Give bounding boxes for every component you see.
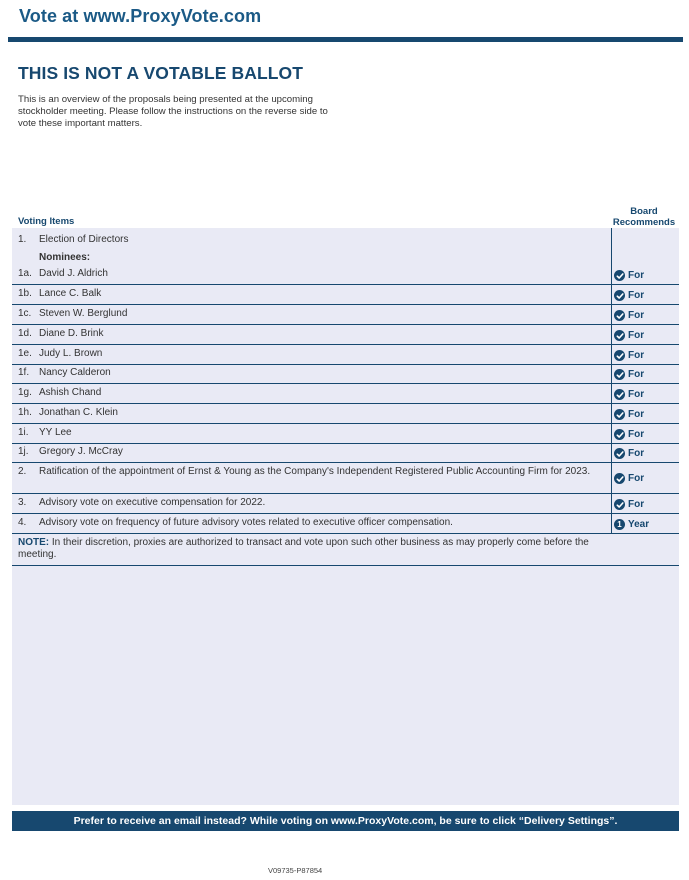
proposal-number: 3.	[18, 497, 27, 508]
board-recommendation	[614, 270, 644, 281]
nominee-number: 1i.	[18, 427, 29, 438]
recommendation-label: For	[628, 290, 645, 301]
recommendation-label: For	[628, 330, 645, 341]
board-recommendation	[614, 519, 649, 530]
item-text: Election of Directors	[39, 234, 129, 245]
nominee-row	[12, 325, 679, 345]
nominee-text: Jonathan C. Klein	[39, 407, 118, 418]
nominee-number: 1c.	[18, 308, 32, 319]
nominee-number: 1a.	[18, 268, 32, 279]
board-recommendation	[614, 310, 644, 321]
checkmark-icon	[614, 270, 625, 281]
recommendation-label: For	[628, 409, 645, 420]
site-title: Vote at www.ProxyVote.com	[19, 6, 262, 26]
board-recommendation	[614, 350, 644, 361]
board-recommendation	[614, 389, 644, 400]
recommendation-label: For	[628, 310, 645, 321]
checkmark-icon	[614, 499, 625, 510]
board-recommendation	[614, 499, 644, 510]
proposal-number: 4.	[18, 517, 27, 528]
nominee-text: Judy L. Brown	[39, 348, 103, 359]
nominee-text: Gregory J. McCray	[39, 446, 123, 457]
nominee-row	[12, 285, 679, 305]
nominee-row	[12, 345, 679, 365]
board-recommendation	[614, 448, 644, 459]
recommendation-label: For	[628, 369, 645, 380]
proposal-number: 2.	[18, 466, 27, 477]
proposal-text: Advisory vote on executive compensation for 2022.	[39, 497, 266, 508]
checkmark-icon	[614, 389, 625, 400]
voting-items-header: Voting Items	[18, 216, 75, 227]
header-rule	[8, 37, 683, 42]
recommendation-label: For	[628, 389, 645, 400]
nominee-text: Steven W. Berglund	[39, 308, 128, 319]
nominee-number: 1e.	[18, 348, 32, 359]
checkmark-icon	[614, 473, 625, 484]
recommendation-label: Year	[628, 519, 650, 530]
recommendation-label: For	[628, 270, 645, 281]
nominee-text: Nancy Calderon	[39, 367, 111, 378]
intro-text: This is an overview of the proposals being presented at the upcoming stockholder meeting. Please follow the instructions on the reverse side to vote these important matters.	[18, 94, 328, 129]
board-recommendation	[614, 290, 644, 301]
item-number: 1.	[18, 234, 27, 245]
note-label: NOTE:	[18, 537, 50, 548]
board-recommendation	[614, 330, 644, 341]
page-heading: THIS IS NOT A VOTABLE BALLOT	[18, 63, 304, 83]
nominee-row	[12, 424, 679, 444]
nominee-row	[12, 384, 679, 404]
note-row	[12, 534, 679, 566]
checkmark-icon	[614, 429, 625, 440]
nominee-number: 1b.	[18, 288, 32, 299]
note-text: In their discretion, proxies are authorized to transact and vote upon such other business as may properly come before the meeting.	[18, 537, 589, 560]
nominee-text: Lance C. Balk	[39, 288, 102, 299]
email-delivery-banner: Prefer to receive an email instead? While voting on www.ProxyVote.com, be sure to click “Delivery Settings”.	[12, 811, 679, 831]
proposal-row	[12, 514, 679, 534]
nominee-row	[12, 265, 679, 285]
nominee-row	[12, 404, 679, 424]
recommendation-label: For	[628, 448, 645, 459]
proposal-row	[12, 494, 679, 514]
proposal-row	[12, 463, 679, 494]
board-recommends-header	[608, 207, 680, 228]
nominee-text: YY Lee	[39, 427, 72, 438]
board-recommendation	[614, 369, 644, 380]
nominees-label: Nominees:	[39, 252, 91, 263]
proposal-text: Ratification of the appointment of Ernst & Young as the Company's Independent Registered Public Accounting Firm for 2023.	[39, 466, 591, 477]
nominee-text: Ashish Chand	[39, 387, 102, 398]
nominee-row	[12, 305, 679, 325]
number-one-badge-icon: 1	[614, 519, 625, 530]
nominee-number: 1g.	[18, 387, 32, 398]
nominee-row	[12, 443, 679, 463]
board-header-line2: Recommends	[612, 216, 676, 228]
nominee-row	[12, 364, 679, 384]
checkmark-icon	[614, 310, 625, 321]
nominee-number: 1h.	[18, 407, 32, 418]
board-recommendation	[614, 409, 644, 420]
recommendation-label: For	[628, 499, 645, 510]
nominee-number: 1f.	[18, 367, 30, 378]
recommendation-label: For	[628, 350, 645, 361]
checkmark-icon	[614, 350, 625, 361]
proposal-text: Advisory vote on frequency of future advisory votes related to executive officer compensation.	[39, 517, 453, 528]
checkmark-icon	[614, 330, 625, 341]
checkmark-icon	[614, 290, 625, 301]
document-code: V09735-P87854	[268, 866, 323, 875]
checkmark-icon	[614, 409, 625, 420]
nominee-text: Diane D. Brink	[39, 328, 104, 339]
recommendation-label: For	[628, 473, 645, 484]
recommendation-label: For	[628, 429, 645, 440]
board-recommendation	[614, 473, 644, 484]
board-recommendation	[614, 429, 644, 440]
nominee-number: 1d.	[18, 328, 32, 339]
board-header-line1: Board	[630, 206, 658, 217]
checkmark-icon	[614, 369, 625, 380]
nominee-text: David J. Aldrich	[39, 268, 108, 279]
nominee-number: 1j.	[18, 446, 29, 457]
checkmark-icon	[614, 448, 625, 459]
